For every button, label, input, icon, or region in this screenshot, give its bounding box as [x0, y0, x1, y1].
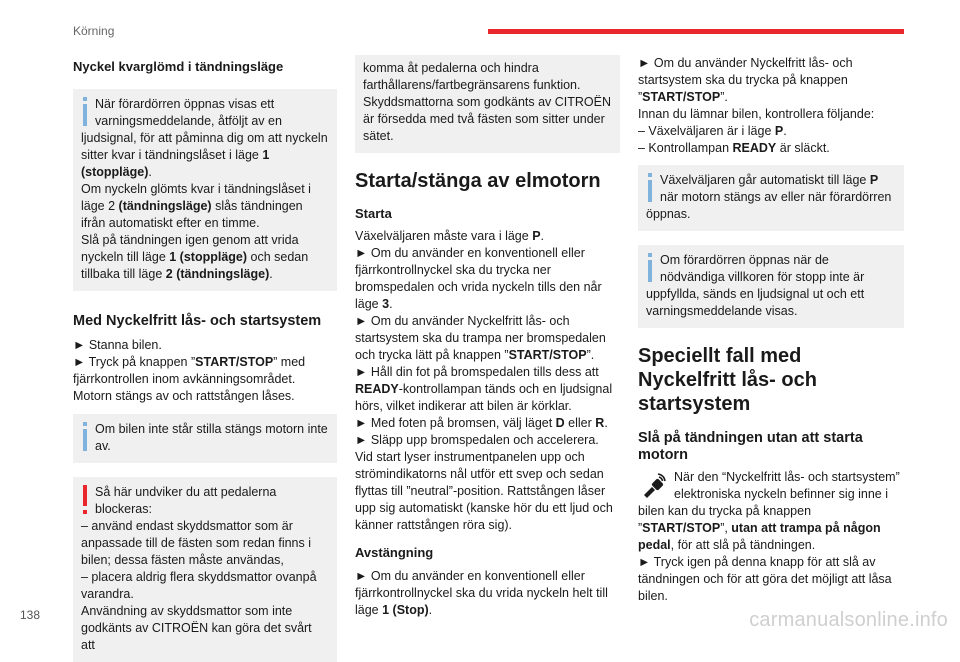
warning-text: – placera aldrig flera skyddsmattor ovanpå varandra. [81, 570, 317, 601]
page-number: 138 [20, 608, 41, 622]
start-step: ► Släpp upp bromspedalen och accelerera. [355, 433, 599, 447]
warning-text: – använd endast skyddsmattor som är anpassade till de fästen som redan finns i bilen; dessa fästen måste användas, [81, 519, 311, 567]
info-text: Växelväljaren går automatiskt till läge P när motorn stängs av eller när förardörren öppnas. [646, 173, 892, 221]
heading-ignition-no-start: Slå på tändningen utan att starta motorn [638, 430, 863, 463]
info-text: Slå på tändningen igen genom att vrida nyckeln till läge 1 (stoppläge) och sedan tillbaka till läge 2 (tändningsläge). [81, 233, 309, 281]
column-1 [73, 58, 337, 662]
info-box-not-stationary [73, 414, 337, 463]
stop-step: ► Om du använder Nyckelfritt lås- och startsystem ska du trycka på knappen ”START/STOP”. [638, 56, 853, 104]
warning-icon [81, 485, 89, 515]
header-accent-bar [488, 29, 904, 34]
heading-special-case: Speciellt fall med Nyckelfritt lås- och startsystem [638, 345, 817, 415]
step-press-start-stop: ► Tryck på knappen ”START/STOP” med fjärrkontrollen inom avkänningsområdet. [73, 355, 306, 386]
heading-forgot-key: Nyckel kvarglömd i tändningsläge [73, 59, 284, 74]
info-text: När förardörren öppnas visas ett varningsmeddelande, åtföljt av en ljudsignal, för att påminna dig om att nyckeln sitter kvar i tändningslåset i läge 1 (stoppläge). [81, 97, 328, 179]
result-text: Motorn stängs av och rattstången låses. [73, 389, 295, 403]
column-3 [638, 55, 904, 605]
start-step: ► Med foten på bromsen, välj läget D eller R. [355, 416, 608, 430]
keyless-text: När den “Nyckelfritt lås- och startsystem” elektroniska nyckeln befinner sig inne i bilen kan du trycka på knappen ”START/STOP”, utan att trampa på någon pedal, för att slå på tändningen. [638, 470, 900, 552]
watermark: carmanualsonline.info [749, 609, 948, 631]
info-text: Om nyckeln glömts kvar i tändningslåset i läge 2 (tändningsläge) slås tändningen ifrån automatiskt efter en timme. [81, 182, 311, 230]
info-icon [646, 173, 654, 203]
warning-text: komma åt pedalerna och hindra farthållarens/fartbegränsarens funktion. [363, 61, 581, 92]
keyless-key-icon [638, 471, 668, 501]
start-text: Vid start lyser instrumentpanelen upp och strömindikatorns nål utför ett svep och sedan flyttas till ”neutral”-position. Rattstången låser upp sig automatiskt (kanske hör du ett ljud och känner rattstången röra sig). [355, 450, 613, 532]
keyless-paragraph [638, 469, 904, 554]
column-2 [355, 55, 620, 619]
info-box-door-open [638, 245, 904, 328]
info-box-auto-park [638, 165, 904, 231]
warning-box-continued [355, 55, 620, 153]
check-intro: Innan du lämnar bilen, kontrollera följande: [638, 107, 875, 121]
warning-text: Skyddsmattorna som godkänts av CITROËN är försedda med två fästen som sitter under sätet. [363, 95, 612, 143]
info-text: Om bilen inte står stilla stängs motorn inte av. [95, 422, 328, 453]
check-item: – Växelväljaren är i läge P. [638, 124, 787, 138]
start-step: ► Om du använder Nyckelfritt lås- och startsystem ska du trampa ner bromspedalen och trycka lätt på knappen ”START/STOP”. [355, 314, 606, 362]
info-box-forgot-key [73, 89, 337, 291]
warning-box-mats [73, 477, 337, 662]
info-icon [646, 253, 654, 283]
info-icon [81, 97, 89, 127]
warning-text: Användning av skyddsmattor som inte godkänts av CITROËN kan göra det svårt att [81, 604, 312, 652]
heading-start-stop: Starta/stänga av elmotorn [355, 170, 601, 192]
heading-stop: Avstängning [355, 545, 434, 560]
stop-step: ► Om du använder en konventionell eller fjärrkontrollnyckel ska du vrida nyckeln helt till läge 1 (Stop). [355, 569, 608, 617]
start-text: Växelväljaren måste vara i läge P. [355, 229, 545, 243]
start-step: ► Håll din fot på bromspedalen tills dess att READY-kontrollampan tänds och en ljudsignal hörs, vilket indikerar att bilen är körklar. [355, 365, 613, 413]
keyless-step: ► Tryck igen på denna knapp för att slå av tändningen och för att göra det möjligt att låsa bilen. [638, 555, 892, 603]
start-step: ► Om du använder en konventionell eller fjärrkontrollnyckel ska du trycka ner bromspedalen och vrida nyckeln tills den når läge 3. [355, 246, 602, 311]
info-text: Om förardörren öppnas när de nödvändiga villkoren för stopp inte är uppfyllda, sänds en ljudsignal ut och ett varningsmeddelande visas. [646, 253, 865, 318]
step-stop-car: ► Stanna bilen. [73, 338, 162, 352]
check-item: – Kontrollampan READY är släckt. [638, 141, 830, 155]
section-name: Körning [73, 24, 115, 38]
heading-keyless: Med Nyckelfritt lås- och startsystem [73, 313, 322, 329]
info-icon [81, 422, 89, 452]
heading-start: Starta [355, 206, 392, 221]
warning-text: Så här undviker du att pedalerna blockeras: [95, 485, 277, 516]
